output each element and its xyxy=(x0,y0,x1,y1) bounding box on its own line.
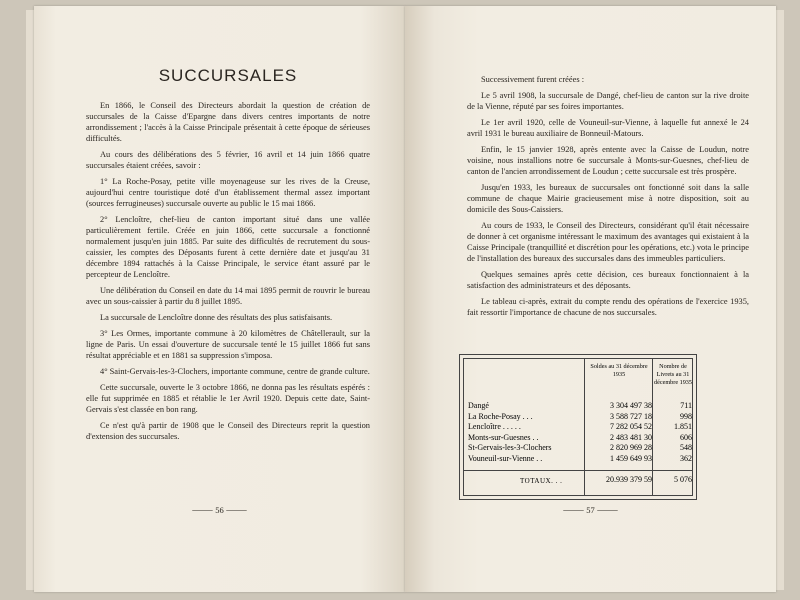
page-number-ornament: ⸻ xyxy=(223,505,248,515)
totals-soldes: 20.939 379 59 xyxy=(606,475,652,484)
row-name: Monts-sur-Guesnes . . xyxy=(468,432,539,442)
table-row xyxy=(464,433,692,444)
table-body xyxy=(464,401,692,464)
totals-row xyxy=(464,470,692,491)
table-inner-frame xyxy=(463,358,693,496)
paragraph: En 1866, le Conseil des Directeurs abordait la question de création de succursales de la Caisse d'Epargne dans divers centres importants de notre arrondissement ; l'accès à la Caisse Principale présentait à cette époque de sérieuses difficultés. xyxy=(86,101,370,143)
table-row xyxy=(464,454,692,465)
row-soldes: 3 304 497 38 xyxy=(610,401,652,410)
row-livrets: 606 xyxy=(680,432,692,442)
paragraph: Successivement furent créées : xyxy=(481,75,585,84)
page-number-left xyxy=(34,504,405,516)
row-livrets: 998 xyxy=(680,411,692,421)
row-soldes: 2 820 969 28 xyxy=(610,443,652,452)
row-name: Lencloître . . . . . xyxy=(468,422,521,431)
paragraph: 1° La Roche-Posay, petite ville moyenageuse sur les rives de la Creuse, aujourd'hui centre touristique doté d'un établissement thermal assez important (sources ferrugineuses) succursale ouverte au public le 15 mai 1866. xyxy=(86,177,370,208)
row-soldes: 7 282 054 52 xyxy=(610,422,652,431)
row-livrets: 362 xyxy=(680,453,692,463)
right-page xyxy=(405,6,776,592)
left-page-content xyxy=(86,64,370,447)
paragraph: 4° Saint-Gervais-les-3-Clochers, importante commune, centre de grande culture. xyxy=(100,367,370,376)
paragraph: Quelques semaines après cette décision, ces bureaux fonctionnaient à la satisfaction des administrateurs et des déposants. xyxy=(467,270,749,290)
paragraph: Le 5 avril 1908, la succursale de Dangé, chef-lieu de canton sur la rive droite de la Vienne, réputé par ses foires importantes. xyxy=(467,91,749,111)
table-row xyxy=(464,422,692,433)
paragraph: La succursale de Lencloître donne des résultats des plus satisfaisants. xyxy=(100,313,333,322)
totals-livrets: 5 076 xyxy=(674,475,692,484)
page-number: 56 xyxy=(215,505,224,515)
totals-label: TOTAUX. . . xyxy=(520,477,563,485)
paragraph: Au cours des délibérations des 5 février, 16 avril et 14 juin 1866 quatre succursales étaient créées, savoir : xyxy=(86,150,370,170)
succursales-table xyxy=(459,354,697,500)
table-row xyxy=(464,401,692,412)
row-livrets: 1.851 xyxy=(674,422,692,431)
paragraph: Au cours de 1933, le Conseil des Directeurs, considérant qu'il était nécessaire de donner à cet organisme intéressant le maximum des avantages qui existaient à la Caisse Principale (tranquillité et discrétion pour les opérations, etc.) vota le principe de l'installation des bureaux des succursales dans des immeubles particuliers. xyxy=(467,221,749,263)
open-book xyxy=(26,6,784,592)
row-soldes: 1 459 649 93 xyxy=(610,453,652,463)
paragraph: Jusqu'en 1933, les bureaux de succursales ont fonctionné soit dans la salle commune de chaque Mairie gracieusement mise à notre disposition, soit au domicile des Sous-Caissiers. xyxy=(467,183,749,214)
row-name: La Roche-Posay . . . xyxy=(468,411,533,421)
row-soldes: 3 588 727 18 xyxy=(610,411,652,421)
page-number-ornament: ⸻ xyxy=(594,505,619,515)
paragraph: Enfin, le 15 janvier 1928, après entente avec la Caisse de Loudun, notre voisine, nous installions notre 6e succursale à Monts-sur-Guesnes, chef-lieu de canton de l'ancien arrondissement de Loudun ; cette succursale est très prospère. xyxy=(467,145,749,176)
page-number-right xyxy=(405,504,776,516)
row-soldes: 2 483 481 30 xyxy=(610,432,652,442)
left-page xyxy=(34,6,405,592)
row-name: Vouneuil-sur-Vienne . . xyxy=(468,453,543,463)
page-number-ornament: ⸻ xyxy=(562,505,587,515)
right-page-content xyxy=(467,74,749,323)
paragraph: Cette succursale, ouverte le 3 octobre 1866, ne donna pas les résultats espérés : elle fut supprimée en 1885 et rétablie le 1er Avril 1920. Depuis cette date, Saint-Gervais s'est classée en bon rang. xyxy=(86,383,370,414)
paragraph: Ce n'est qu'à partir de 1908 que le Conseil des Directeurs reprit la question d'extension des succursales. xyxy=(86,421,370,441)
right-page-edges xyxy=(776,10,784,590)
page-title: SUCCURSALES xyxy=(158,66,298,85)
paragraph: 2° Lencloître, chef-lieu de canton important situé dans une vallée particulièrement fertile. Créée en juin 1866, cette succursale a fonctionné normalement jusqu'en juin 1885. Par suite des difficultés de recrutement du sous-caissier, les comptes des Déposants furent à cette dernière date et jusqu'au 31 décembre 1894 rattachés à la Caisse Principale, le service étant assuré par le percepteur de Lencloître. xyxy=(86,215,370,279)
page-number-ornament: ⸻ xyxy=(191,505,216,515)
paragraph: Le 1er avril 1920, celle de Vouneuil-sur-Vienne, à laquelle fut annexé le 24 avril 1931 le bureau auxiliaire de Bonneuil-Matours. xyxy=(467,118,749,138)
table-row xyxy=(464,412,692,423)
paragraph: Le tableau ci-après, extrait du compte rendu des opérations de l'exercice 1935, fait ressortir l'importance de chacune de nos succursales. xyxy=(467,297,749,317)
page-number: 57 xyxy=(586,505,595,515)
header-soldes: Soldes au 31 décembre 1935 xyxy=(590,363,648,378)
paragraph: 3° Les Ormes, importante commune à 20 kilomètres de Châtellerault, sur la ligne de Paris. Un essai d'ouverture de succursale tenté le 15 juillet 1866 fut sans résultat appréciable et en 1881 sa suppression s'imposa. xyxy=(86,329,370,360)
table-row xyxy=(464,443,692,454)
header-livrets: Nombre de Livrets au 31 décembre 1935 xyxy=(654,363,692,386)
paragraph: Une délibération du Conseil en date du 14 mai 1895 permit de rouvrir le bureau avec un sous-caissier à partir du 8 juillet 1895. xyxy=(86,286,370,306)
row-livrets: 548 xyxy=(680,443,692,452)
row-livrets: 711 xyxy=(680,401,692,410)
left-page-edges xyxy=(26,10,34,590)
row-name: St-Gervais-les-3-Clochers xyxy=(468,443,552,452)
row-name: Dangé xyxy=(468,401,489,410)
